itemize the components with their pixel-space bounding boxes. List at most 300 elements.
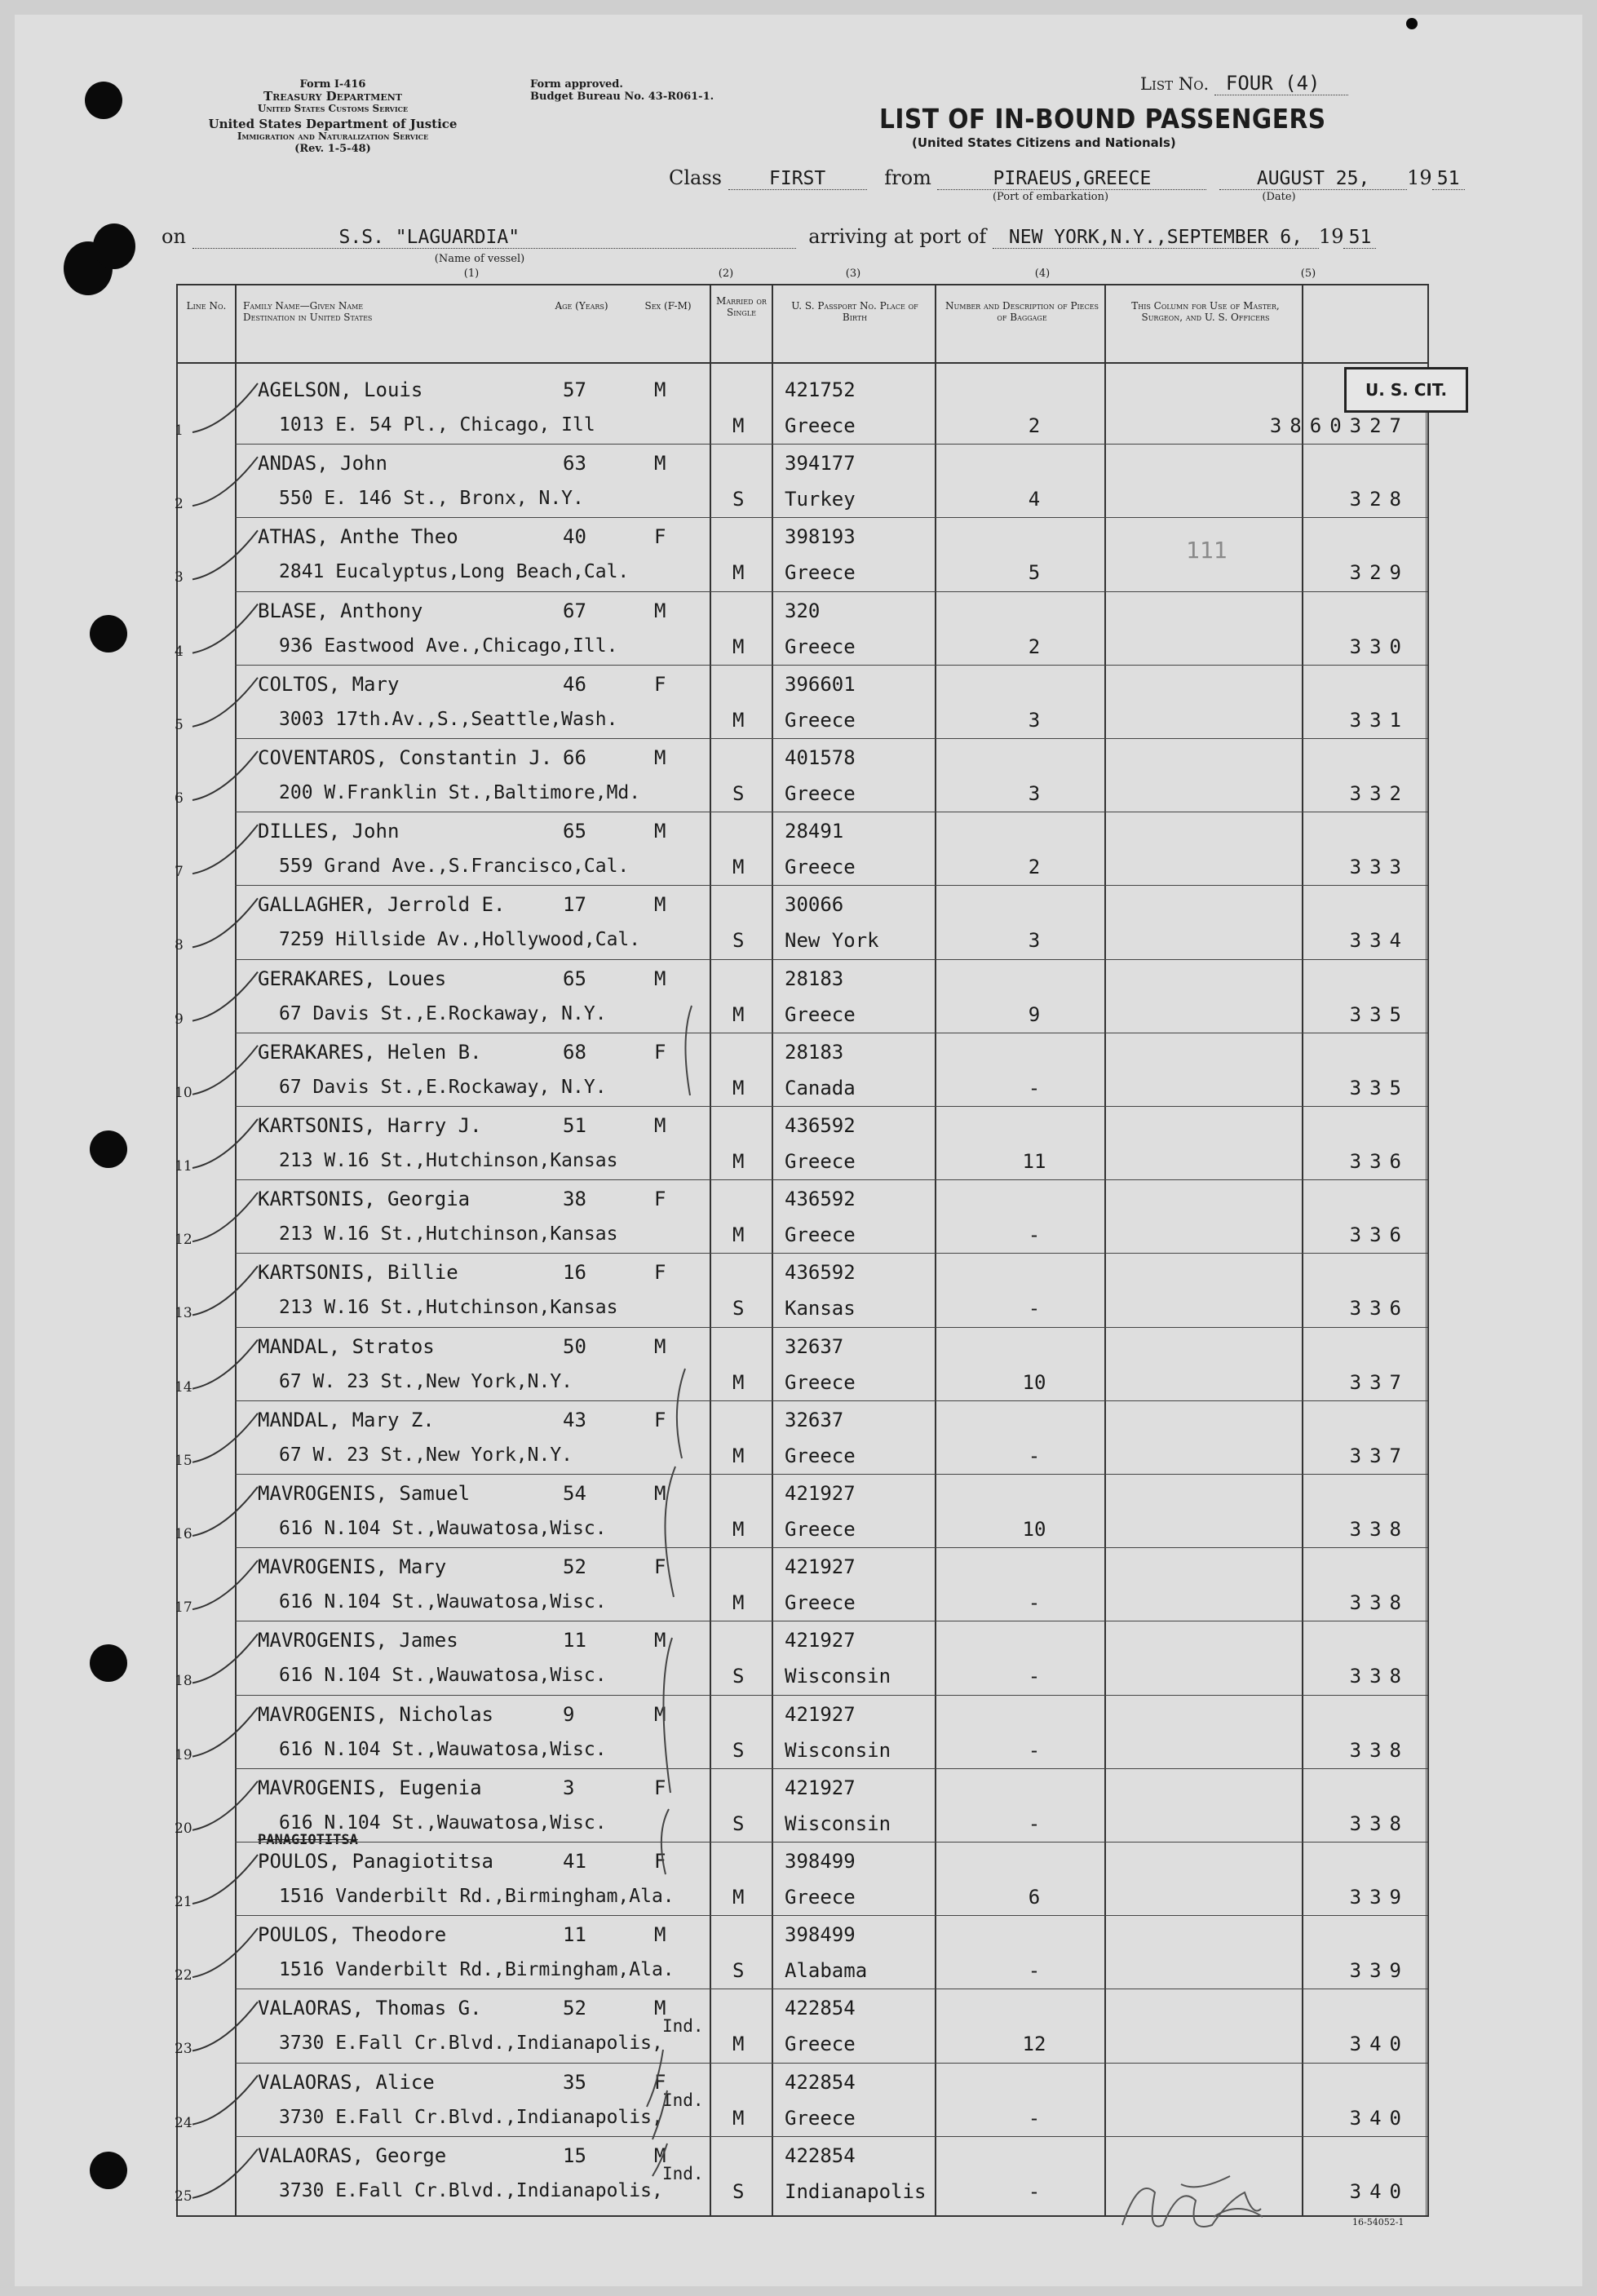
passenger-name: KARTSONIS, Georgia (258, 1188, 471, 1211)
officer-number: 338 (1349, 1665, 1409, 1688)
passenger-age: 40 (563, 525, 586, 549)
passenger-name: MAVROGENIS, Mary (258, 1555, 447, 1579)
passenger-age: 50 (563, 1334, 586, 1358)
marital-status: S (732, 1812, 745, 1835)
destination-address: 1516 Vanderbilt Rd.,Birmingham,Ala. (279, 1886, 675, 1907)
passenger-name: VALAORAS, Alice (258, 2070, 435, 2094)
check-mark (192, 1855, 258, 1904)
line-number: 5 (175, 716, 184, 733)
baggage-count: 2 (1028, 414, 1041, 437)
marital-status: S (732, 782, 745, 805)
marital-status: S (732, 1665, 745, 1688)
page-title: LIST OF IN-BOUND PASSENGERS (879, 103, 1326, 135)
vessel-row: on S.S. "LAGUARDIA" arriving at port of NEW YORK,N.Y.,SEPTEMBER 6, 19 51 (161, 225, 1376, 249)
passport-number: 28183 (785, 1040, 844, 1064)
officer-number: 338 (1349, 1812, 1409, 1835)
column-number: (2) (718, 268, 734, 280)
line-number: 22 (175, 1967, 192, 1984)
officer-number: 328 (1349, 488, 1409, 511)
officer-number: 332 (1349, 782, 1409, 805)
baggage-count: 3 (1028, 782, 1041, 805)
arrival-port: NEW YORK,N.Y.,SEPTEMBER 6, (993, 227, 1319, 249)
passport-number: 30066 (785, 893, 844, 917)
baggage-count: 9 (1028, 1002, 1041, 1026)
line-number: 24 (175, 2114, 192, 2131)
line-number: 2 (175, 496, 184, 513)
date-caption: (Date) (1262, 191, 1296, 203)
passport-number: 398499 (785, 1923, 856, 1947)
header-married: Married or Single (716, 295, 767, 318)
line-number: 11 (175, 1158, 192, 1175)
line-number: 25 (175, 2188, 192, 2205)
place-of-birth: Greece (785, 1444, 856, 1467)
officer-number: 3860327 (1269, 414, 1409, 437)
baggage-count: 3 (1028, 708, 1041, 732)
check-mark (192, 2149, 258, 2198)
passenger-name: MAVROGENIS, Nicholas (258, 1702, 493, 1726)
officer-number: 338 (1349, 1591, 1409, 1615)
baggage-count: 2 (1028, 856, 1041, 879)
destination-address: 1516 Vanderbilt Rd.,Birmingham,Ala. (279, 1959, 675, 1981)
officer-number: 330 (1349, 635, 1409, 658)
passport-number: 32637 (785, 1408, 844, 1431)
check-mark (192, 1192, 258, 1241)
check-mark (192, 1119, 258, 1168)
passenger-age: 46 (563, 672, 586, 696)
marital-status: M (732, 635, 745, 658)
passenger-sex: F (654, 1188, 666, 1211)
officer-number: 339 (1349, 1959, 1409, 1983)
passport-number: 421752 (785, 378, 856, 401)
baggage-count: 3 (1028, 929, 1041, 953)
place-of-birth: Wisconsin (785, 1738, 891, 1762)
passenger-name: COLTOS, Mary (258, 672, 400, 696)
officer-number: 336 (1349, 1223, 1409, 1247)
destination-address: 3730 E.Fall Cr.Blvd.,Indianapolis, (279, 2179, 663, 2201)
passenger-name: MANDAL, Stratos (258, 1334, 435, 1358)
marital-status: M (732, 1002, 745, 1026)
passenger-name: GERAKARES, Helen B. (258, 1040, 482, 1064)
officer-number: 331 (1349, 708, 1409, 732)
line-number: 20 (175, 1820, 192, 1837)
marital-status: M (732, 414, 745, 437)
destination-address: 1013 E. 54 Pl., Chicago, Ill (279, 414, 595, 436)
passenger-name: GERAKARES, Loues (258, 967, 447, 990)
place-of-birth: Greece (785, 856, 856, 879)
passenger-age: 9 (563, 1702, 575, 1726)
check-mark (192, 1266, 258, 1315)
column-number: (4) (1034, 268, 1051, 280)
baggage-count: - (1028, 1297, 1041, 1321)
baggage-count: 2 (1028, 635, 1041, 658)
marital-status: M (732, 1223, 745, 1247)
passenger-sex: M (654, 1114, 666, 1137)
passenger-name: MAVROGENIS, Samuel (258, 1482, 471, 1505)
destination-address: 213 W.16 St.,Hutchinson,Kansas (279, 1150, 618, 1171)
line-number: 12 (175, 1232, 192, 1249)
place-of-birth: Canada (785, 1076, 856, 1099)
passport-number: 421927 (785, 1555, 856, 1579)
passenger-sex: M (654, 1997, 666, 2020)
officer-number: 338 (1349, 1518, 1409, 1541)
header-baggage: Number and Description of Pieces of Baggage (945, 300, 1099, 323)
marital-status: M (732, 1076, 745, 1099)
passport-number: 320 (785, 599, 821, 622)
marital-status: S (732, 929, 745, 953)
passenger-age: 68 (563, 1040, 586, 1064)
column-number: (3) (845, 268, 861, 280)
check-mark (192, 972, 258, 1021)
check-mark (192, 1928, 258, 1977)
officer-number: 335 (1349, 1076, 1409, 1099)
check-mark (192, 2002, 258, 2050)
passenger-sex: F (654, 1850, 666, 1873)
passenger-name: MANDAL, Mary Z. (258, 1408, 435, 1431)
passenger-name: VALAORAS, Thomas G. (258, 1997, 482, 2020)
marital-status: M (732, 1591, 745, 1615)
check-mark (192, 604, 258, 653)
baggage-count: 10 (1022, 1370, 1046, 1394)
baggage-count: 10 (1022, 1518, 1046, 1541)
passport-number: 436592 (785, 1188, 856, 1211)
passenger-name: AGELSON, Louis (258, 378, 423, 401)
passenger-age: 67 (563, 599, 586, 622)
line-number: 9 (175, 1011, 184, 1028)
place-of-birth: Greece (785, 1223, 856, 1247)
officer-number: 337 (1349, 1444, 1409, 1467)
officer-number: 336 (1349, 1297, 1409, 1321)
line-number: 14 (175, 1378, 192, 1396)
check-mark (192, 1413, 258, 1462)
destination-address: 200 W.Franklin St.,Baltimore,Md. (279, 782, 641, 803)
state-abbrev: Ind. (662, 2090, 704, 2110)
place-of-birth: Wisconsin (785, 1665, 891, 1688)
port-of-embarkation: PIRAEUS,GREECE (937, 168, 1206, 190)
officer-signature (1122, 2176, 1263, 2227)
check-mark (192, 751, 258, 800)
passenger-age: 17 (563, 893, 586, 917)
vessel-caption: (Name of vessel) (434, 253, 525, 265)
passport-number: 421927 (785, 1482, 856, 1505)
passenger-age: 52 (563, 1555, 586, 1579)
passenger-age: 65 (563, 967, 586, 990)
passenger-name: KARTSONIS, Billie (258, 1261, 458, 1285)
marital-status: M (732, 1150, 745, 1173)
place-of-birth: Greece (785, 1886, 856, 1909)
marital-status: M (732, 2106, 745, 2130)
passport-number: 422854 (785, 2070, 856, 2094)
state-abbrev: Ind. (662, 2016, 704, 2037)
date-value: AUGUST 25, (1219, 168, 1407, 190)
marital-status: S (732, 488, 745, 511)
faint-annotation: 111 (1186, 537, 1228, 564)
header-sex: Sex (F-M) (644, 300, 692, 312)
passenger-name: ANDAS, John (258, 452, 387, 476)
passport-number: 421927 (785, 1629, 856, 1652)
passenger-sex: F (654, 1776, 666, 1799)
date-year: 51 (1432, 168, 1465, 190)
passenger-name: COVENTAROS, Constantin J. (258, 746, 553, 769)
passenger-sex: M (654, 378, 666, 401)
passport-number: 394177 (785, 452, 856, 476)
destination-address: 7259 Hillside Av.,Hollywood,Cal. (279, 929, 641, 951)
destination-address: 616 N.104 St.,Wauwatosa,Wisc. (279, 1812, 607, 1834)
passport-number: 421927 (785, 1776, 856, 1799)
passenger-name: KARTSONIS, Harry J. (258, 1114, 482, 1137)
baggage-count: - (1028, 1738, 1041, 1762)
passenger-name: VALAORAS, George (258, 2143, 447, 2167)
baggage-count: - (1028, 1665, 1041, 1688)
form-info-block: Form I-416 Treasury Department United States Customs Service United States Department of Justice Immigration and Naturalization Service (Rev. 1-5-48) (208, 78, 458, 155)
marital-status: M (732, 1370, 745, 1394)
place-of-birth: Greece (785, 561, 856, 585)
marital-status: S (732, 1959, 745, 1983)
header-passport: U. S. Passport No. Place of Birth (791, 300, 918, 323)
header-officers: This Column for Use of Master, Surgeon, and U. S. Officers (1131, 300, 1280, 323)
passenger-name: DILLES, John (258, 820, 400, 843)
destination-address: 67 Davis St.,E.Rockaway, N.Y. (279, 1002, 607, 1024)
passenger-age: 3 (563, 1776, 575, 1799)
passenger-sex: F (654, 2070, 666, 2094)
column-number: (1) (463, 268, 480, 280)
check-mark (192, 1634, 258, 1683)
destination-address: 2841 Eucalyptus,Long Beach,Cal. (279, 561, 630, 583)
check-mark (192, 383, 258, 432)
place-of-birth: Greece (785, 2106, 856, 2130)
line-number: 17 (175, 1599, 192, 1617)
check-mark (192, 1340, 258, 1389)
place-of-birth: Greece (785, 1370, 856, 1394)
place-of-birth: Greece (785, 1591, 856, 1615)
passenger-sex: M (654, 746, 666, 769)
marital-status: M (732, 2033, 745, 2056)
place-of-birth: Greece (785, 2033, 856, 2056)
passport-number: 436592 (785, 1114, 856, 1137)
check-mark (192, 2076, 258, 2125)
baggage-count: 6 (1028, 1886, 1041, 1909)
marital-status: M (732, 708, 745, 732)
check-mark (192, 825, 258, 874)
line-number: 23 (175, 2041, 192, 2058)
passenger-age: 51 (563, 1114, 586, 1137)
marital-status: S (732, 2179, 745, 2203)
place-of-birth: New York (785, 929, 879, 953)
officer-number: 333 (1349, 856, 1409, 879)
baggage-count: - (1028, 1812, 1041, 1835)
line-number: 21 (175, 1894, 192, 1910)
page-subtitle: (United States Citizens and Nationals) (912, 135, 1176, 150)
passenger-sex: M (654, 1923, 666, 1947)
passenger-age: 38 (563, 1188, 586, 1211)
passenger-age: 15 (563, 2143, 586, 2167)
officer-number: 337 (1349, 1370, 1409, 1394)
passport-number: 436592 (785, 1261, 856, 1285)
passenger-age: 66 (563, 746, 586, 769)
line-number: 7 (175, 864, 184, 881)
check-mark (192, 1560, 258, 1609)
line-number: 6 (175, 790, 184, 807)
destination-address: 3730 E.Fall Cr.Blvd.,Indianapolis, (279, 2106, 663, 2128)
passenger-sex: M (654, 1702, 666, 1726)
place-of-birth: Greece (785, 414, 856, 437)
baggage-count: - (1028, 2179, 1041, 2203)
header-family-name: Family Name—Given Name Destination in United States (243, 300, 373, 323)
passenger-age: 41 (563, 1850, 586, 1873)
marital-status: S (732, 1297, 745, 1321)
check-mark (192, 1781, 258, 1830)
baggage-count: - (1028, 2106, 1041, 2130)
baggage-count: 11 (1022, 1150, 1046, 1173)
passport-number: 28491 (785, 820, 844, 843)
line-number: 13 (175, 1305, 192, 1322)
destination-address: 213 W.16 St.,Hutchinson,Kansas (279, 1223, 618, 1245)
place-of-birth: Kansas (785, 1297, 856, 1321)
check-mark (192, 678, 258, 727)
passport-number: 398193 (785, 525, 856, 549)
handwritten-marks (15, 15, 1582, 2286)
passenger-name: POULOS, Theodore (258, 1923, 447, 1947)
passenger-age: 65 (563, 820, 586, 843)
place-of-birth: Greece (785, 635, 856, 658)
passenger-name: BLASE, Anthony (258, 599, 423, 622)
place-of-birth: Turkey (785, 488, 856, 511)
line-number: 19 (175, 1746, 192, 1763)
passenger-sex: M (654, 2143, 666, 2167)
marital-status: M (732, 1886, 745, 1909)
line-number: 8 (175, 937, 184, 954)
passenger-sex: M (654, 599, 666, 622)
passenger-sex: F (654, 1040, 666, 1064)
baggage-count: - (1028, 1444, 1041, 1467)
form-approved-note: Form approved. Budget Bureau No. 43-R061-1. (530, 78, 714, 103)
check-mark (192, 457, 258, 506)
place-of-birth: Greece (785, 782, 856, 805)
destination-address: 67 W. 23 St.,New York,N.Y. (279, 1370, 573, 1392)
passenger-age: 11 (563, 1629, 586, 1652)
vessel-name: S.S. "LAGUARDIA" (192, 227, 796, 249)
check-mark (192, 1046, 258, 1095)
passenger-name: GALLAGHER, Jerrold E. (258, 893, 506, 917)
place-of-birth: Alabama (785, 1959, 868, 1983)
destination-address: 550 E. 146 St., Bronx, N.Y. (279, 488, 584, 510)
destination-address: 213 W.16 St.,Hutchinson,Kansas (279, 1297, 618, 1319)
line-number: 3 (175, 569, 184, 586)
check-mark (192, 1708, 258, 1757)
passenger-sex: F (654, 1408, 666, 1431)
passport-number: 401578 (785, 746, 856, 769)
destination-address: 67 Davis St.,E.Rockaway, N.Y. (279, 1076, 607, 1098)
destination-address: 616 N.104 St.,Wauwatosa,Wisc. (279, 1518, 607, 1539)
passport-number: 396601 (785, 672, 856, 696)
passenger-age: 16 (563, 1261, 586, 1285)
destination-address: 616 N.104 St.,Wauwatosa,Wisc. (279, 1665, 607, 1687)
passport-number: 421927 (785, 1702, 856, 1726)
officer-number: 338 (1349, 1738, 1409, 1762)
passenger-age: 54 (563, 1482, 586, 1505)
line-number: 4 (175, 643, 184, 660)
state-abbrev: Ind. (662, 2163, 704, 2183)
passenger-age: 43 (563, 1408, 586, 1431)
line-number: 10 (175, 1084, 192, 1101)
document-sheet (15, 15, 1582, 2286)
check-mark (192, 530, 258, 579)
passenger-sex: M (654, 1629, 666, 1652)
officer-number: 335 (1349, 1002, 1409, 1026)
us-citizen-stamp: U. S. CIT. (1344, 367, 1468, 413)
marital-status: M (732, 1444, 745, 1467)
baggage-count: - (1028, 1959, 1041, 1983)
destination-address: 616 N.104 St.,Wauwatosa,Wisc. (279, 1591, 607, 1613)
officer-number: 340 (1349, 2179, 1409, 2203)
passenger-name: MAVROGENIS, Eugenia (258, 1776, 482, 1799)
baggage-count: - (1028, 1076, 1041, 1099)
marital-status: M (732, 856, 745, 879)
footer-code: 16-54052-1 (1352, 2217, 1405, 2227)
passenger-sex: M (654, 820, 666, 843)
baggage-count: 4 (1028, 488, 1041, 511)
destination-address: 616 N.104 St.,Wauwatosa,Wisc. (279, 1738, 607, 1760)
place-of-birth: Greece (785, 1518, 856, 1541)
place-of-birth: Indianapolis (785, 2179, 927, 2203)
passenger-name: POULOS, Panagiotitsa (258, 1850, 493, 1873)
baggage-count: - (1028, 1223, 1041, 1247)
place-of-birth: Greece (785, 708, 856, 732)
passenger-sex: F (654, 1261, 666, 1285)
line-number: 18 (175, 1673, 192, 1690)
passport-number: 398499 (785, 1850, 856, 1873)
list-number: List No. FOUR (4) (1140, 72, 1348, 95)
class-row: Class FIRST from PIRAEUS,GREECE AUGUST 25, 19 51 (669, 166, 1465, 190)
passenger-sex: F (654, 525, 666, 549)
marital-status: S (732, 1738, 745, 1762)
arrival-year: 51 (1343, 227, 1376, 249)
marital-status: M (732, 561, 745, 585)
passenger-sex: F (654, 1555, 666, 1579)
passenger-sex: F (654, 672, 666, 696)
column-number: (5) (1300, 268, 1316, 280)
passport-number: 422854 (785, 1997, 856, 2020)
destination-address: 67 W. 23 St.,New York,N.Y. (279, 1444, 573, 1466)
officer-number: 340 (1349, 2106, 1409, 2130)
officer-number: 336 (1349, 1150, 1409, 1173)
port-caption: (Port of embarkation) (992, 191, 1109, 203)
passport-number: 28183 (785, 967, 844, 990)
class-value: FIRST (728, 168, 867, 190)
line-number: 15 (175, 1452, 192, 1469)
baggage-count: 12 (1022, 2033, 1046, 2056)
passenger-name: MAVROGENIS, James (258, 1629, 458, 1652)
passenger-name: ATHAS, Anthe Theo (258, 525, 458, 549)
destination-address: 3003 17th.Av.,S.,Seattle,Wash. (279, 708, 618, 730)
officer-number: 339 (1349, 1886, 1409, 1909)
check-mark (192, 898, 258, 947)
passenger-age: 11 (563, 1923, 586, 1947)
passenger-sex: M (654, 1334, 666, 1358)
header-line-no: Line No. (186, 300, 227, 312)
destination-address: 936 Eastwood Ave.,Chicago,Ill. (279, 635, 618, 657)
destination-address: 3730 E.Fall Cr.Blvd.,Indianapolis, (279, 2033, 663, 2055)
officer-number: 334 (1349, 929, 1409, 953)
passport-number: 32637 (785, 1334, 844, 1358)
passenger-sex: M (654, 967, 666, 990)
line-number: 1 (175, 422, 184, 439)
officer-number: 340 (1349, 2033, 1409, 2056)
passenger-age: 63 (563, 452, 586, 476)
passenger-age: 35 (563, 2070, 586, 2094)
place-of-birth: Wisconsin (785, 1812, 891, 1835)
baggage-count: - (1028, 1591, 1041, 1615)
passenger-sex: M (654, 893, 666, 917)
